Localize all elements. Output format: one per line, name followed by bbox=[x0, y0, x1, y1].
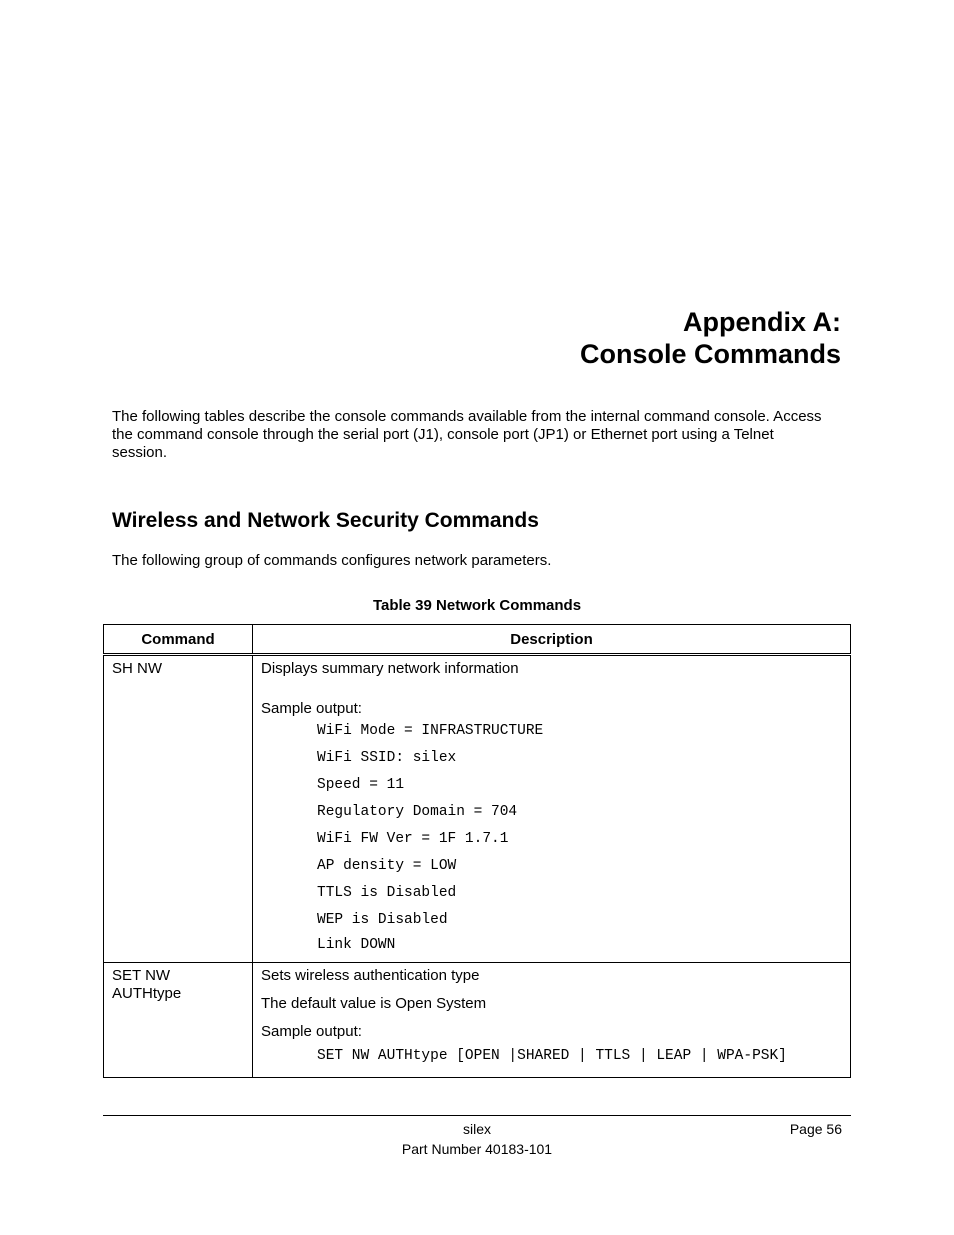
description-text: Sets wireless authentication type bbox=[261, 967, 480, 984]
sample-line: Regulatory Domain = 704 bbox=[317, 804, 518, 820]
section-intro: The following group of commands configures network parameters. bbox=[112, 552, 552, 569]
table-caption: Table 39 Network Commands bbox=[372, 597, 582, 614]
sample-label: Sample output: bbox=[261, 700, 362, 717]
row-command-sh-nw: SH NW bbox=[104, 655, 253, 963]
row-description-sh-nw bbox=[253, 655, 851, 963]
table-row bbox=[104, 655, 851, 963]
footer-page-number: Page 56 bbox=[789, 1121, 842, 1137]
sample-line: AP density = LOW bbox=[317, 858, 457, 874]
row-command-set-nw-authtype bbox=[104, 963, 253, 1078]
footer-company: silex bbox=[462, 1121, 491, 1137]
sample-line: Link DOWN bbox=[317, 937, 396, 953]
sample-label: Sample output: bbox=[261, 1023, 362, 1040]
sample-line: WiFi SSID: silex bbox=[317, 750, 457, 766]
chapter-title bbox=[580, 306, 841, 370]
section-heading: Wireless and Network Security Commands bbox=[112, 509, 539, 532]
header-description: Description bbox=[253, 625, 851, 655]
footer-part-number: Part Number 40183-101 bbox=[401, 1141, 553, 1157]
header-command: Command bbox=[104, 625, 253, 655]
table-row bbox=[104, 963, 851, 1078]
chapter-title-line1: Appendix A: bbox=[683, 307, 841, 337]
footer-divider bbox=[103, 1115, 851, 1116]
table-header-row bbox=[104, 625, 851, 655]
intro-paragraph: The following tables describe the console commands available from the internal command console. Access the command console through the serial port (J1), console port (JP1) or Ethernet port using a Telnet session. bbox=[112, 408, 822, 461]
sample-line: WEP is Disabled bbox=[317, 912, 448, 928]
sample-line: TTLS is Disabled bbox=[317, 885, 457, 901]
chapter-title-line2: Console Commands bbox=[579, 339, 841, 369]
network-commands-table bbox=[103, 624, 851, 1078]
row-description-set-nw-authtype bbox=[253, 963, 851, 1078]
sample-line: WiFi Mode = INFRASTRUCTURE bbox=[317, 723, 544, 739]
sample-line: WiFi FW Ver = 1F 1.7.1 bbox=[317, 831, 509, 847]
sample-line: Speed = 11 bbox=[317, 777, 405, 793]
command-line1: SET NW bbox=[112, 967, 171, 984]
sample-line: SET NW AUTHtype [OPEN |SHARED | TTLS | LEAP | WPA-PSK] bbox=[317, 1048, 787, 1064]
command-line2: AUTHtype bbox=[112, 985, 182, 1002]
default-text: The default value is Open System bbox=[261, 995, 487, 1012]
description-text: Displays summary network information bbox=[261, 660, 519, 677]
